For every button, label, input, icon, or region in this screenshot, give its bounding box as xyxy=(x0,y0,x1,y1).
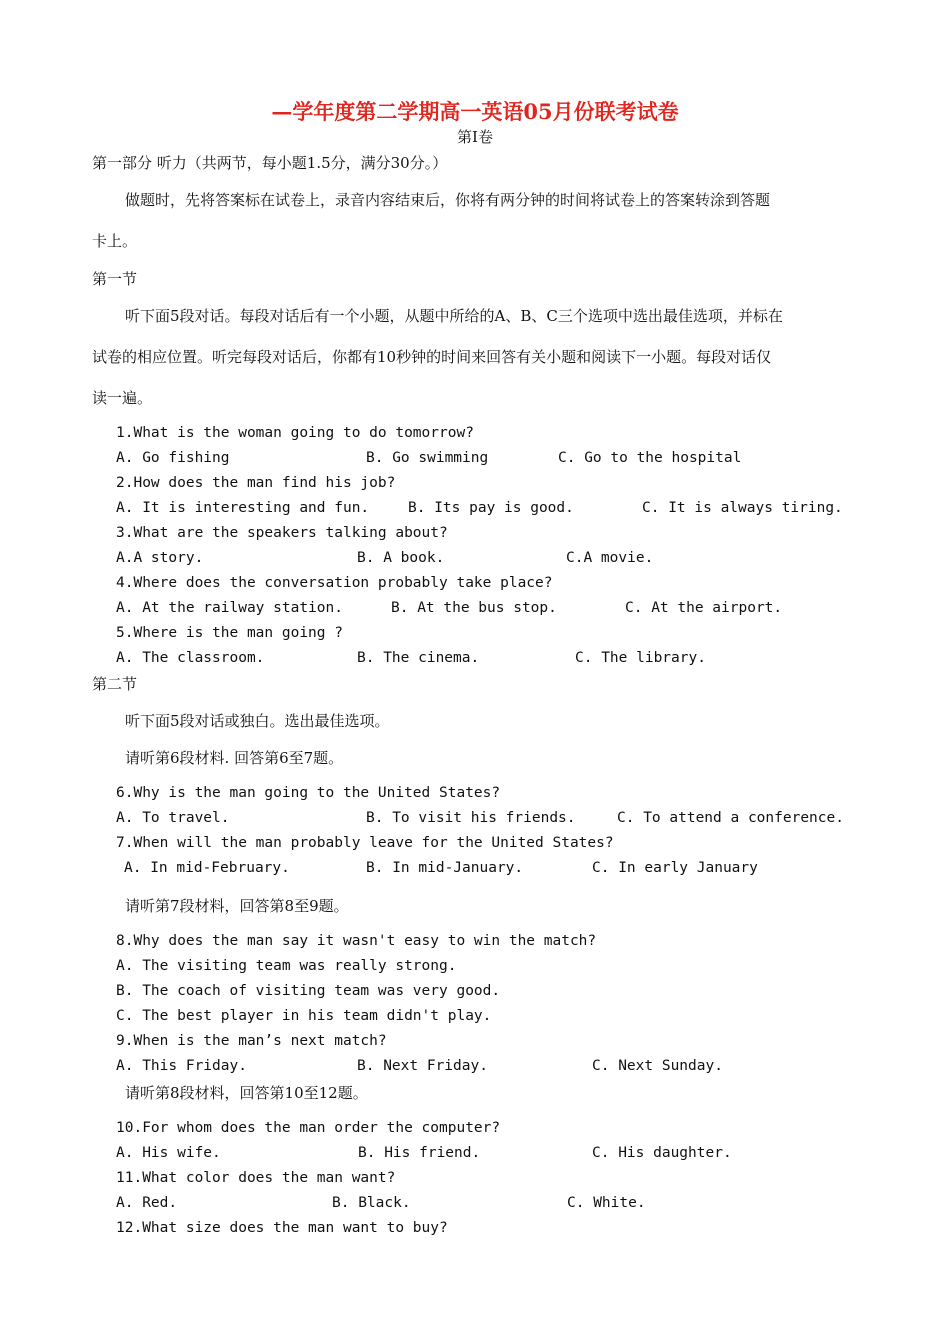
question-text: 10.For whom does the man order the computer? xyxy=(116,1120,501,1136)
section-instruction: 听下面5段对话或独白。选出最佳选项。 xyxy=(125,712,390,730)
question-text: 6.Why is the man going to the United States? xyxy=(116,785,501,801)
option-a: A. It is interesting and fun. xyxy=(116,500,370,516)
question-text: 7.When will the man probably leave for the United States? xyxy=(116,835,614,851)
volume-label: 第Ⅰ卷 xyxy=(457,128,493,146)
option-c: C. Next Sunday. xyxy=(592,1058,723,1074)
option-c: C. To attend a conference. xyxy=(617,810,844,826)
option-b: B. Its pay is good. xyxy=(408,500,574,516)
option-a: A. Red. xyxy=(116,1195,178,1211)
question-text: 2.How does the man find his job? xyxy=(116,475,396,491)
option-a: A. At the railway station. xyxy=(116,600,343,616)
option-c: C. His daughter. xyxy=(592,1145,732,1161)
question-text: 9.When is the man’s next match? xyxy=(116,1033,387,1049)
part-intro-line: 做题时，先将答案标在试卷上，录音内容结束后，你将有两分钟的时间将试卷上的答案转涂到答题 xyxy=(125,191,771,209)
section-instruction: 听下面5段对话。每段对话后有一个小题，从题中所给的A、B、C三个选项中选出最佳选项，并标在 xyxy=(125,307,783,325)
section-heading: 第二节 xyxy=(92,675,138,693)
section-instruction: 试卷的相应位置。听完每段对话后，你都有10秒钟的时间来回答有关小题和阅读下一小题。每段对话仅 xyxy=(92,348,772,366)
section-heading: 第一节 xyxy=(92,270,138,288)
option-c: C. It is always tiring. xyxy=(642,500,843,516)
option-b: B. The cinema. xyxy=(357,650,480,666)
option-b: B. In mid-January. xyxy=(366,860,524,876)
option-a: A. The visiting team was really strong. xyxy=(116,958,457,974)
option-b: B. To visit his friends. xyxy=(366,810,576,826)
option-c: C. The best player in his team didn't play. xyxy=(116,1008,492,1024)
part-heading: 第一部分 听力（共两节，每小题1.5分，满分30分。） xyxy=(92,154,448,172)
question-text: 5.Where is the man going ? xyxy=(116,625,343,641)
option-b: B. Go swimming xyxy=(366,450,489,466)
option-a: A. His wife. xyxy=(116,1145,221,1161)
option-b: B. At the bus stop. xyxy=(391,600,557,616)
question-text: 1.What is the woman going to do tomorrow? xyxy=(116,425,474,441)
part-intro-line: 卡上。 xyxy=(92,232,138,250)
option-b: B. Next Friday. xyxy=(357,1058,488,1074)
option-c: C. At the airport. xyxy=(625,600,783,616)
material-instruction: 请听第6段材料. 回答第6至7题。 xyxy=(125,749,344,767)
option-a: A. Go fishing xyxy=(116,450,230,466)
option-c: C. In early January xyxy=(592,860,758,876)
option-a: A.A story. xyxy=(116,550,204,566)
page-title: —学年度第二学期高一英语05月份联考试卷 xyxy=(271,99,679,124)
material-instruction: 请听第8段材料，回答第10至12题。 xyxy=(125,1084,368,1102)
option-c: C. Go to the hospital xyxy=(558,450,742,466)
option-b: B. Black. xyxy=(332,1195,411,1211)
option-c: C. White. xyxy=(567,1195,646,1211)
option-c: C.A movie. xyxy=(566,550,654,566)
section-instruction: 读一遍。 xyxy=(92,389,153,407)
option-c: C. The library. xyxy=(575,650,706,666)
option-a: A. This Friday. xyxy=(116,1058,247,1074)
question-text: 12.What size does the man want to buy? xyxy=(116,1220,448,1236)
option-b: B. A book. xyxy=(357,550,445,566)
option-a: A. The classroom. xyxy=(116,650,265,666)
question-text: 3.What are the speakers talking about? xyxy=(116,525,448,541)
material-instruction: 请听第7段材料，回答第8至9题。 xyxy=(125,897,349,915)
option-b: B. His friend. xyxy=(358,1145,481,1161)
option-a: A. To travel. xyxy=(116,810,230,826)
option-b: B. The coach of visiting team was very good. xyxy=(116,983,501,999)
question-text: 4.Where does the conversation probably take place? xyxy=(116,575,553,591)
option-a: A. In mid-February. xyxy=(124,860,290,876)
question-text: 8.Why does the man say it wasn't easy to win the match? xyxy=(116,933,597,949)
question-text: 11.What color does the man want? xyxy=(116,1170,396,1186)
